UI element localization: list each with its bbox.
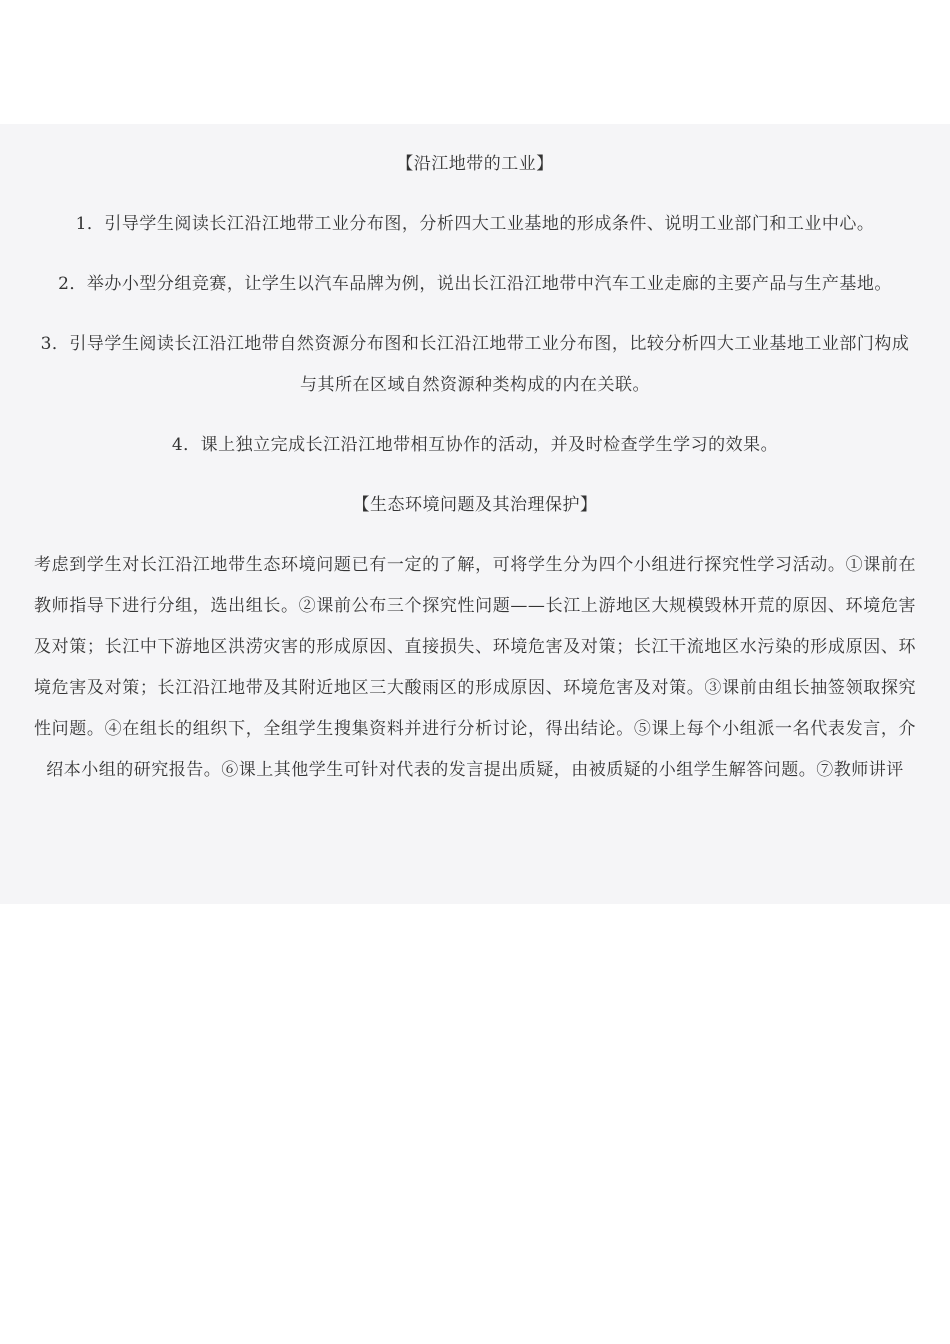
content-panel: [0, 124, 950, 904]
section-heading-ecology: 【生态环境问题及其治理保护】: [352, 495, 598, 515]
section-heading-industry: 【沿江地带的工业】: [396, 154, 554, 174]
list-item: 1．引导学生阅读长江沿江地带工业分布图，分析四大工业基地的形成条件、说明工业部门和工业中心。: [75, 214, 875, 234]
list-item: 4．课上独立完成长江沿江地带相互协作的活动，并及时检查学生学习的效果。: [171, 435, 779, 455]
list-item: 3．引导学生阅读长江沿江地带自然资源分布图和长江沿江地带工业分布图，比较分析四大工业基地工业部门构成与其所在区域自然资源种类构成的内在关联。: [40, 334, 910, 395]
list-item: 2．举办小型分组竞赛，让学生以汽车品牌为例，说出长江沿江地带中汽车工业走廊的主要产品与生产基地。: [58, 274, 892, 294]
body-paragraph: 考虑到学生对长江沿江地带生态环境问题已有一定的了解，可将学生分为四个小组进行探究性学习活动。①课前在教师指导下进行分组，选出组长。②课前公布三个探究性问题——长江上游地区大规模毁林开荒的原因、环境危害及对策；长江中下游地区洪涝灾害的形成原因、直接损失、环境危害及对策；长江干流地区水污染的形成原因、环境危害及对策；长江沿江地带及其附近地区三大酸雨区的形成原因、环境危害及对策。③课前由组长抽签领取探究性问题。④在组长的组织下，全组学生搜集资料并进行分析讨论，得出结论。⑤课上每个小组派一名代表发言，介绍本小组的研究报告。⑥课上其他学生可针对代表的发言提出质疑，由被质疑的小组学生解答问题。⑦教师讲评: [34, 555, 916, 780]
